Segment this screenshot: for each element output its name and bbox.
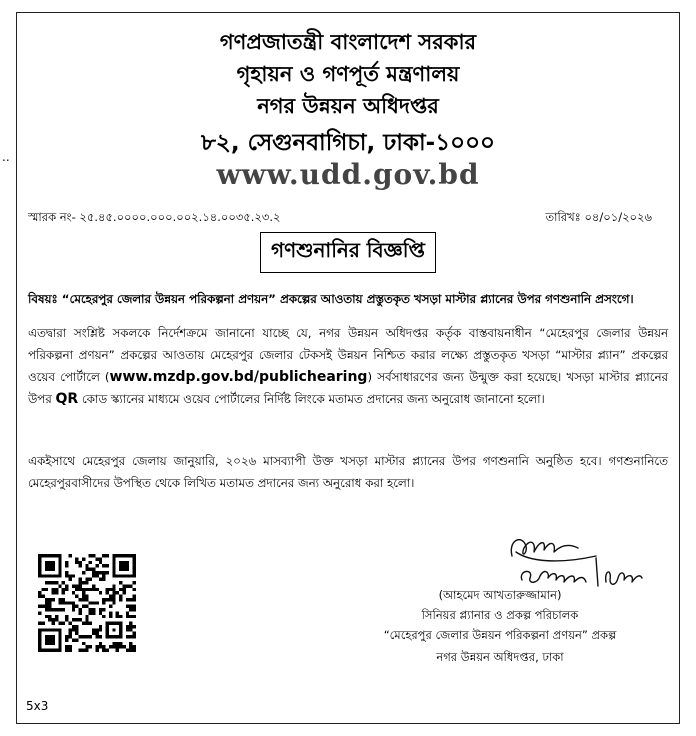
paragraph-2	[28, 450, 668, 494]
signatory-project: “মেহেরপুর জেলার উন্নয়ন পরিকল্পনা প্রণয়ন” প্রকল্প	[383, 628, 617, 642]
line-3-end: ) সর্বসাধারণের জন্য উন্মুক্ত করা হয়েছে। খসড়া মাস্টার প্ল্যানের	[367, 370, 668, 384]
website-link[interactable]: www.udd.gov.bd	[216, 158, 480, 191]
ministry-name: গৃহায়ন ও গণপূর্ত মন্ত্রণালয়	[236, 62, 460, 86]
paragraph-1-line-4	[28, 388, 668, 410]
signatory-office: নগর উন্নয়ন অধিদপ্তর, ঢাকা	[436, 650, 564, 664]
notice-title-wrapper	[0, 232, 696, 273]
paragraph-1-line-1: এতদ্বারা সংশ্লিষ্ট সকলকে নির্দেশক্রমে জানানো যাচ্ছে যে, নগর উন্নয়ন অধিদপ্তর কর্তৃক বাস্তবায়নাধীন “মেহেরপুর জেলার উন্নয়ন	[28, 326, 668, 340]
government-name: গণপ্রজাতন্ত্রী বাংলাদেশ সরকার	[219, 30, 477, 54]
memo-date: তারিখঃ ০৪/০১/২০২৬	[545, 210, 652, 224]
office-address: ৮২, সেগুনবাগিচা, ঢাকা-১০০০	[200, 130, 495, 156]
paragraph-2-line-2: মেহেরপুরবাসীদের উপস্থিত থেকে লিখিত মতামত প্রদানের জন্য অনুরোধ করা হলো।	[28, 476, 415, 490]
paragraph-2-line-1: একইসাথে মেহেরপুর জেলায় জানুয়ারি, ২০২৬ মাসব্যাপী উক্ত খসড়া মাস্টার প্ল্যানের উপর গণশুনানি অনুষ্ঠিত হবে। গণশুনানিতে	[28, 454, 668, 468]
memo-reference: স্মারক নং- ২৫.৪৫.০০০০.০০০.০০২.১৪.০০৩৫.২৩.২	[28, 210, 281, 224]
notice-subject: বিষয়ঃ “মেহেরপুর জেলার উন্নয়ন পরিকল্পনা প্রণয়ন” প্রকল্পের আওতায় প্রস্তুতকৃত খসড়া মাস্টার প্ল্যানের উপর গণশুনানি প্রসংগে।	[28, 292, 634, 306]
qr-code-icon[interactable]	[38, 554, 136, 652]
signatory-name: (আহমেদ আখতারুজ্জামান)	[438, 588, 562, 602]
line-3-start: ওয়েব পোর্টালে (	[28, 370, 110, 384]
handwritten-signature	[500, 528, 660, 592]
ad-size-code: 5x3	[26, 699, 49, 713]
paragraph-1	[28, 322, 668, 410]
department-name: নগর উন্নয়ন অধিদপ্তর	[257, 94, 439, 118]
signatory-designation: সিনিয়র প্ল্যানার ও প্রকল্প পরিচালক	[421, 608, 579, 622]
qr-word: QR	[55, 391, 79, 407]
notice-title: গণশুনানির বিজ্ঞপ্তি	[260, 232, 436, 273]
hearing-portal-link[interactable]: www.mzdp.gov.bd/publichearing	[109, 369, 368, 385]
paragraph-1-line-2: পরিকল্পনা প্রণয়ন” প্রকল্পের আওতায় মেহেরপুর জেলার টেকসই উন্নয়ন নিশ্চিত করার লক্ষ্যে প্রস্তুতকৃত খসড়া “মাস্টার প্ল্যান” প্রকল্পের	[28, 348, 668, 362]
line-4-start: উপর	[28, 392, 56, 406]
line-4-end: কোড স্ক্যানের মাধ্যমে ওয়েব পোর্টালের নির্দিষ্ট লিংকে মতামত প্রদানের জন্য অনুরোধ জানানো হলো।	[78, 392, 545, 406]
paragraph-1-line-3	[28, 366, 668, 388]
margin-dots: ..	[2, 150, 10, 164]
